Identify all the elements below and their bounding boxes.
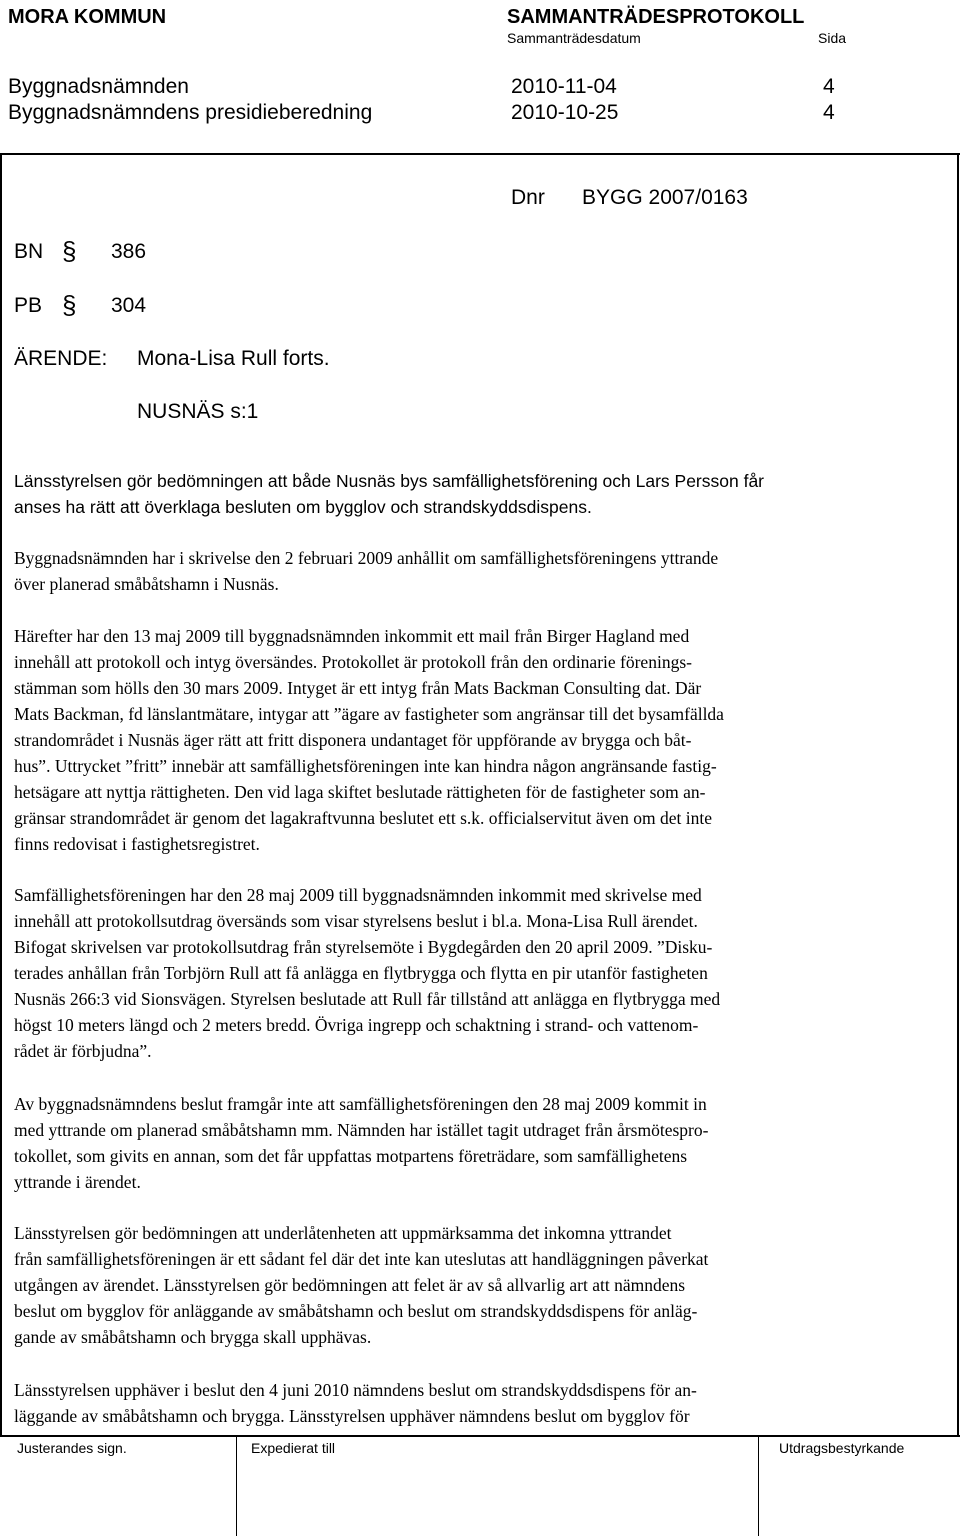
presidium-page: 4 [823,101,835,124]
footer-justerandes-sign: Justerandes sign. [17,1440,127,1456]
paragraph-line: Mats Backman, fd länslantmätare, intygar att ”ägare av fastigheter som angränsar till det bysamfällda [14,704,724,724]
paragraph-line: yttrande i ärendet. [14,1172,141,1192]
paragraph-line: högst 10 meters längd och 2 meters bredd. Övriga ingrepp och schaktning i strand- och vattenom- [14,1015,699,1035]
paragraph-line: över planerad småbåtshamn i Nusnäs. [14,574,279,594]
bn-number: 386 [111,240,147,263]
paragraph-1 [14,468,914,520]
paragraph-line: hetsägare att nyttja rättigheten. Den vid laga skiftet beslutade rättigheten för de fastigheter som an- [14,782,706,802]
paragraph-line: rådet är förbjudna”. [14,1041,152,1061]
page-label: Sida [818,30,847,46]
paragraph-3 [14,623,914,857]
paragraph-line: utgången av ärendet. Länsstyrelsen gör bedömningen att felet är av så allvarlig art att nämndens [14,1275,686,1295]
paragraph-line: gande av småbåtshamn och brygga skall upphävas. [14,1327,372,1347]
paragraph-line: gränsar strandområdet är genom det lagakraftvunna beslutet ett s.k. officialservitut även om det inte [14,808,712,828]
paragraph-line: med yttrande om planerad småbåtshamn mm. Nämnden har istället tagit utdraget från årsmötespro- [14,1120,709,1140]
footer-expedierat-till: Expedierat till [251,1440,336,1456]
presidium-name: Byggnadsnämndens presidieberedning [8,101,373,124]
committee-page: 4 [823,75,835,98]
paragraph-line: Bifogat skrivelsen var protokollsutdrag från styrelsemöte i Bygdegården den 20 april 2009. ”Disku- [14,937,713,957]
paragraph-line: Länsstyrelsen upphäver i beslut den 4 juni 2010 nämndens beslut om strandskyddsdispens för an- [14,1380,697,1400]
pb-section-sign: § [62,290,77,320]
paragraph-line: från samfällighetsföreningen är ett sådant fel där det inte kan uteslutas att handläggningen påverkat [14,1249,709,1269]
arende-value: Mona-Lisa Rull forts. [137,347,330,370]
pb-number: 304 [111,294,147,317]
paragraph-7 [14,1377,914,1429]
paragraph-line: terades anhållan från Torbjörn Rull att få anlägga en flytbrygga och flytta en pir utanför fastigheten [14,963,708,983]
frame-left-rule [0,153,2,1436]
paragraph-line: innehåll att protokoll och intyg översändes. Protokollet är protokoll från den ordinarie förenings- [14,652,692,672]
paragraph-line: hus”. Uttrycket ”fritt” innebär att samfällighetsföreningen inte kan hindra någon angränsande fastig- [14,756,717,776]
paragraph-line: Samfällighetsföreningen har den 28 maj 2009 till byggnadsnämnden inkommit med skrivelse med [14,885,702,905]
frame-right-rule [957,153,959,1436]
paragraph-line: Nusnäs 266:3 vid Sionsvägen. Styrelsen beslutade att Rull får tillstånd att anlägga en flytbrygga med [14,989,721,1009]
committee-date: 2010-11-04 [511,75,617,98]
footer-divider-1 [236,1437,237,1536]
paragraph-line: tokollet, som givits en annan, som det får uppfattas motpartens företrädare, som samfällighetens [14,1146,688,1166]
paragraph-line: Av byggnadsnämndens beslut framgår inte att samfällighetsföreningen den 28 maj 2009 kommit in [14,1094,707,1114]
paragraph-line: Länsstyrelsen gör bedömningen att både Nusnäs bys samfällighetsförening och Lars Persson får [14,471,765,491]
dnr-value: BYGG 2007/0163 [582,186,748,209]
presidium-date: 2010-10-25 [511,101,619,124]
frame-bottom-rule [0,1435,960,1437]
arende-label: ÄRENDE: [14,347,108,370]
paragraph-line: finns redovisat i fastighetsregistret. [14,834,260,854]
paragraph-line: stämman som hölls den 30 mars 2009. Intyget är ett intyg från Mats Backman Consulting dat. Där [14,678,702,698]
committee-name: Byggnadsnämnden [8,75,189,98]
paragraph-line: beslut om bygglov för anläggande av småbåtshamn och beslut om strandskyddsdispens för anläg- [14,1301,698,1321]
paragraph-line: anses ha rätt att överklaga besluten om bygglov och strandskyddsdispens. [14,497,592,517]
pb-label: PB [14,294,43,317]
paragraph-5 [14,1091,914,1195]
paragraph-line: innehåll att protokollsutdrag översänds som visar styrelsens beslut i bl.a. Mona-Lisa Rull ärendet. [14,911,698,931]
footer-utdragsbestyrkande: Utdragsbestyrkande [779,1440,905,1456]
paragraph-6 [14,1220,914,1350]
paragraph-4 [14,882,914,1064]
paragraph-line: Länsstyrelsen gör bedömningen att underlåtenheten att uppmärksamma det inkomna yttrandet [14,1223,672,1243]
org-name: MORA KOMMUN [8,6,167,28]
paragraph-line: Byggnadsnämnden har i skrivelse den 2 februari 2009 anhållit om samfällighetsföreningens yttrande [14,548,719,568]
meeting-date-label: Sammanträdesdatum [507,30,641,46]
frame-top-rule [0,153,960,155]
footer-divider-2 [758,1437,759,1536]
bn-section-sign: § [62,236,77,266]
paragraph-line: läggande av småbåtshamn och brygga. Länsstyrelsen upphäver nämndens beslut om bygglov för [14,1406,690,1426]
paragraph-2 [14,545,914,597]
dnr-label: Dnr [511,186,545,209]
paragraph-line: Härefter har den 13 maj 2009 till byggnadsnämnden inkommit ett mail från Birger Hagland med [14,626,690,646]
document-title: SAMMANTRÄDESPROTOKOLL [507,6,805,28]
paragraph-line: strandområdet i Nusnäs äger rätt att fritt disponera undantaget för uppförande av brygga och båt- [14,730,692,750]
bn-label: BN [14,240,44,263]
property-designation: NUSNÄS s:1 [137,400,259,423]
